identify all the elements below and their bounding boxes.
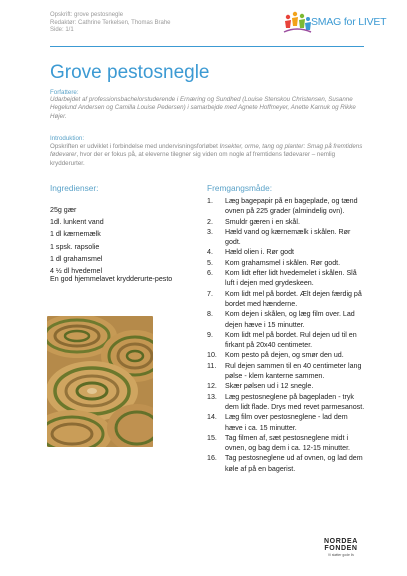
smag-for-livet-logo	[282, 8, 387, 38]
method-step: 8. Kom dejen i skålen, og læg film over. Lad dejen hæve i 15 minutter.	[207, 310, 355, 329]
nordea-fonden-name: NORDEA FONDEN	[324, 538, 358, 552]
ingredient-item: 4 ½ dl hvedemel	[50, 266, 103, 275]
method-step: 11. Rul dejen sammen til en 40 centimeter lang pølse - klem kanterne sammen.	[207, 361, 362, 381]
method-step: 6. Kom lidt efter lidt hvedemelet i skålen. Slå luft i dejen med grydeskeen.	[207, 269, 357, 288]
ingredients-heading: Ingredienser:	[50, 183, 99, 193]
logo-text: SMAG for LIVET	[311, 16, 387, 28]
method-step: 7. Kom lidt mel på bordet. Ælt dejen færdig på bordet med hænderne.	[207, 289, 362, 308]
method-step: 10. Kom pesto på dejen, og smør den ud.	[207, 351, 344, 360]
document-header	[50, 12, 171, 35]
method-step: 2. Smuldr gæren i en skål.	[207, 217, 300, 226]
intro-label: Introduktion:	[50, 135, 85, 142]
pesto-note: En god hjemmelavet krydderurte-pesto	[50, 275, 173, 283]
nordea-fonden-tagline: Vi støtter gode liv	[327, 553, 355, 557]
method-step: 1. Læg bagepapir på en bageplade, og tænd ovnen på 225 grader (almindelig ovn).	[207, 197, 358, 216]
method-step: 5. Kom grahamsmel i skålen. Rør godt.	[207, 258, 341, 267]
ingredient-item: 1 spsk. rapsolie	[50, 242, 100, 251]
ingredient-item: 1 dl grahamsmel	[50, 254, 103, 263]
pesto-snails-photo	[47, 316, 153, 447]
nordea-fonden-logo	[318, 538, 364, 557]
intro-text: Opskriften er udviklet i forbindelse med undervisningsforløbet Insekter, orme, tang og planter: Smag på fremtidens fødevarer, hvor der er fokus på, at eleverne tilegner sig viden om nogle af fremtidens fødevarer – nemlig krydderurter.	[50, 143, 363, 167]
editors-line: Redaktør: Cathrine Terkelsen, Thomas Brahe	[50, 19, 171, 26]
method-step: 4. Hæld olien i. Rør godt	[207, 248, 294, 257]
method-step: 12. Skær pølsen ud i 12 snegle.	[207, 382, 314, 391]
page-title: Grove pestosnegle	[50, 62, 210, 83]
ingredient-item: 1dl. lunkent vand	[50, 218, 104, 227]
ingredient-item: 25g gær	[50, 206, 77, 214]
page-indicator: Side: 1/1	[50, 27, 74, 33]
ingredient-item: 1 dl kærnemælk	[50, 230, 101, 239]
method-step: 9. Kom lidt mel på bordet. Rul dejen ud til en firkant på 20x40 centimeter.	[207, 330, 357, 350]
method-steps	[207, 196, 367, 474]
ingredients-list	[50, 204, 104, 277]
method-step: 16. Tag pestosneglene ud af ovnen, og lad dem køle af på en bagerist.	[207, 454, 363, 473]
method-step: 15. Tag filmen af, sæt pestosneglene midt i ovnen, og bag dem i ca. 12-15 minutter.	[207, 433, 351, 453]
method-step: 13. Læg pestosneglene på bagepladen - tryk dem lidt flade. Drys med revet parmesanost.	[207, 392, 365, 411]
method-step: 14. Læg film over pestosneglene - lad dem hæve i ca. 15 minutter.	[207, 413, 348, 432]
method-heading: Fremgangsmåde:	[207, 183, 273, 193]
recipe-name-line: Opskrift: grove pestosnegle	[50, 12, 124, 18]
header-divider	[50, 46, 364, 47]
authors-label: Forfattere:	[50, 89, 79, 96]
people-figures-icon	[282, 8, 312, 38]
authors-text: Udarbejdet af professionsbachelorstuderende i Ernæring og Sundhed (Louise Stenskou Christensen, Susanne Hegelund Andersen og Camilla Louise Pedersen) i samarbejde med Agnete Hoffmeyer, Anette Karnuk og Rikke Højer.	[50, 96, 356, 120]
method-step: 3. Hæld vand og kærnemælk i skålen. Rør godt.	[207, 227, 351, 247]
